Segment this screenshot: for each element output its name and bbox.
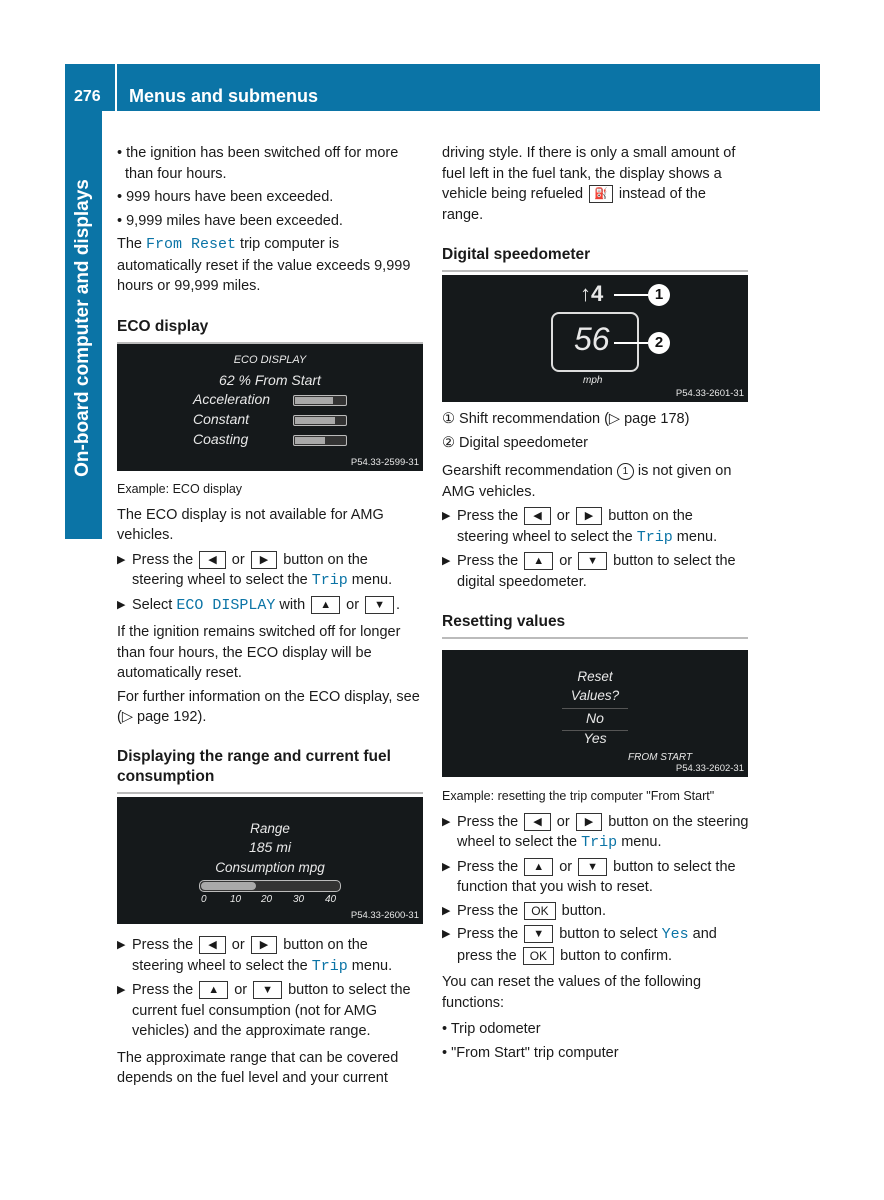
instruction-step: ▶ Press the ◀ or ▶ button on the steering wheel to select the Trip menu. bbox=[117, 937, 393, 975]
tick-label: 30 bbox=[293, 894, 305, 905]
down-key: ▼ bbox=[253, 981, 282, 999]
down-key: ▼ bbox=[524, 925, 553, 943]
range-label: Range bbox=[250, 821, 290, 836]
instruction-step: ▶ Select ECO DISPLAY with ▲ or ▼ . bbox=[117, 596, 401, 614]
range-display-screen bbox=[117, 797, 423, 924]
left-column-mid bbox=[117, 479, 423, 794]
speed-value: 56 bbox=[574, 321, 610, 357]
eco-row-label: Coasting bbox=[193, 431, 249, 447]
eco-bar-fill bbox=[295, 397, 333, 404]
consumption-bar-fill bbox=[201, 882, 256, 890]
legend-item: ② Digital speedometer bbox=[442, 434, 588, 451]
list-item: • 9,999 miles have been exceeded. bbox=[117, 212, 343, 229]
figure-code: P54.33-2599-31 bbox=[350, 457, 419, 468]
paragraph: You can reset the values of the following functions: bbox=[442, 974, 702, 1011]
callout-line bbox=[614, 294, 648, 296]
eco-bar-fill bbox=[295, 437, 325, 444]
eco-bar bbox=[293, 415, 347, 426]
up-key: ▲ bbox=[199, 981, 228, 999]
list-item: • Trip odometer bbox=[442, 1021, 541, 1037]
left-key: ◀ bbox=[524, 813, 550, 831]
tick-label: 40 bbox=[325, 894, 337, 905]
paragraph: driving style. If there is only a small amount of fuel left in the fuel tank, the display shows a vehicle being refueled ⛽ instead of the range. bbox=[442, 145, 736, 223]
reset-heading: Resetting values bbox=[442, 612, 748, 639]
range-value: 185 mi bbox=[248, 839, 292, 855]
callout-line bbox=[614, 342, 648, 344]
instruction-step: ▶ Press the ▲ or ▼ button to select the function that you wish to reset. bbox=[442, 858, 736, 895]
left-column-bottom bbox=[117, 935, 423, 1089]
paragraph: Gearshift recommendation 1 is not given on AMG vehicles. bbox=[442, 463, 732, 500]
left-column bbox=[117, 143, 423, 344]
eco-bar-fill bbox=[295, 417, 335, 424]
list-item: • "From Start" trip computer bbox=[442, 1044, 619, 1061]
instruction-step: ▶ Press the ▲ or ▼ button to select the digital speedometer. bbox=[442, 553, 736, 590]
callout-marker: 1 bbox=[648, 284, 670, 306]
ok-key: OK bbox=[523, 947, 554, 965]
right-key: ▶ bbox=[251, 551, 277, 569]
up-key: ▲ bbox=[524, 552, 553, 570]
instruction-step: ▶ Press the OK button. bbox=[442, 902, 606, 919]
instruction-step: ▶ Press the ◀ or ▶ button on the steering wheel to select the Trip menu. bbox=[442, 508, 718, 546]
eco-bar bbox=[293, 395, 347, 406]
ok-key: OK bbox=[524, 902, 555, 920]
down-key: ▼ bbox=[365, 596, 394, 614]
reset-line: Reset bbox=[577, 669, 613, 684]
right-key: ▶ bbox=[576, 507, 602, 525]
instruction-step: ▶ Press the ◀ or ▶ button on the steering wheel to select the Trip menu. bbox=[117, 551, 393, 589]
callout-ref: 1 bbox=[617, 463, 634, 480]
down-key: ▼ bbox=[578, 858, 607, 876]
instruction-step: ▶ Press the ▲ or ▼ button to select the current fuel consumption (not for AMG vehicles) and the approximate range. bbox=[117, 982, 411, 1039]
speedometer-screen bbox=[442, 275, 748, 402]
speed-unit: mph bbox=[583, 375, 603, 386]
right-column-mid bbox=[442, 409, 748, 639]
figure-caption: Example: ECO display bbox=[117, 482, 243, 496]
eco-bar bbox=[293, 435, 347, 446]
up-key: ▲ bbox=[311, 596, 340, 614]
instruction-step: ▶ Press the ◀ or ▶ button on the steering wheel to select the Trip menu. bbox=[442, 813, 749, 851]
range-heading: Displaying the range and current fuel consumption bbox=[117, 747, 423, 794]
reset-footer: FROM START bbox=[628, 752, 693, 763]
paragraph: The approximate range that can be covered depends on the fuel level and your current bbox=[117, 1049, 399, 1086]
refuel-icon: ⛽ bbox=[589, 185, 613, 203]
up-key: ▲ bbox=[524, 858, 553, 876]
eco-subtitle: 62 % From Start bbox=[219, 372, 321, 388]
figure-code: P54.33-2602-31 bbox=[675, 763, 744, 774]
right-key: ▶ bbox=[576, 813, 602, 831]
option-no: No bbox=[586, 710, 604, 726]
paragraph: For further information on the ECO display, see (▷ page 192). bbox=[117, 688, 420, 725]
reset-line: Values? bbox=[570, 688, 620, 703]
eco-display-screen bbox=[117, 344, 423, 471]
page-header bbox=[65, 64, 820, 111]
consumption-bar bbox=[199, 880, 341, 892]
reset-paragraph: The From Reset trip computer is automatically reset if the value exceeds 9,999 hours or 99,999 miles. bbox=[117, 236, 411, 294]
page-number: 276 bbox=[74, 88, 101, 105]
instruction-step: ▶ Press the ▼ button to select Yes and press the OK button to confirm. bbox=[442, 926, 717, 964]
figure-code: P54.33-2600-31 bbox=[350, 910, 419, 921]
reset-screen bbox=[442, 650, 748, 777]
gear-indicator: ↑4 bbox=[580, 281, 604, 306]
consumption-label: Consumption mpg bbox=[215, 860, 325, 875]
tick-label: 20 bbox=[261, 894, 273, 905]
eco-row-label: Acceleration bbox=[193, 391, 271, 407]
header-divider bbox=[115, 64, 117, 111]
list-item: • 999 hours have been exceeded. bbox=[117, 189, 334, 205]
down-key: ▼ bbox=[578, 552, 607, 570]
left-key: ◀ bbox=[524, 507, 550, 525]
option-yes: Yes bbox=[583, 730, 607, 746]
speedo-heading: Digital speedometer bbox=[442, 245, 748, 272]
eco-row-label: Constant bbox=[193, 411, 250, 427]
sidebar-label-wrap bbox=[65, 118, 102, 538]
figure-caption: Example: resetting the trip computer "From Start" bbox=[442, 789, 715, 803]
eco-heading: ECO display bbox=[117, 317, 423, 344]
section-title: Menus and submenus bbox=[129, 86, 319, 106]
right-column-bottom bbox=[442, 786, 752, 1063]
left-key: ◀ bbox=[199, 936, 225, 954]
right-column bbox=[442, 143, 748, 272]
left-key: ◀ bbox=[199, 551, 225, 569]
paragraph: If the ignition remains switched off for longer than four hours, the ECO display will be automatically reset. bbox=[117, 624, 401, 681]
legend-item: ① Shift recommendation (▷ page 178) bbox=[442, 411, 690, 427]
callout-marker: 2 bbox=[648, 332, 670, 354]
eco-title: ECO DISPLAY bbox=[233, 354, 307, 366]
figure-code: P54.33-2601-31 bbox=[675, 388, 744, 399]
list-item: • the ignition has been switched off for more than four hours. bbox=[117, 145, 399, 182]
paragraph: The ECO display is not available for AMG vehicles. bbox=[117, 506, 384, 543]
tick-label: 10 bbox=[230, 894, 242, 905]
sidebar-label: On-board computer and displays bbox=[72, 179, 93, 477]
tick-label: 0 bbox=[201, 894, 207, 905]
right-key: ▶ bbox=[251, 936, 277, 954]
